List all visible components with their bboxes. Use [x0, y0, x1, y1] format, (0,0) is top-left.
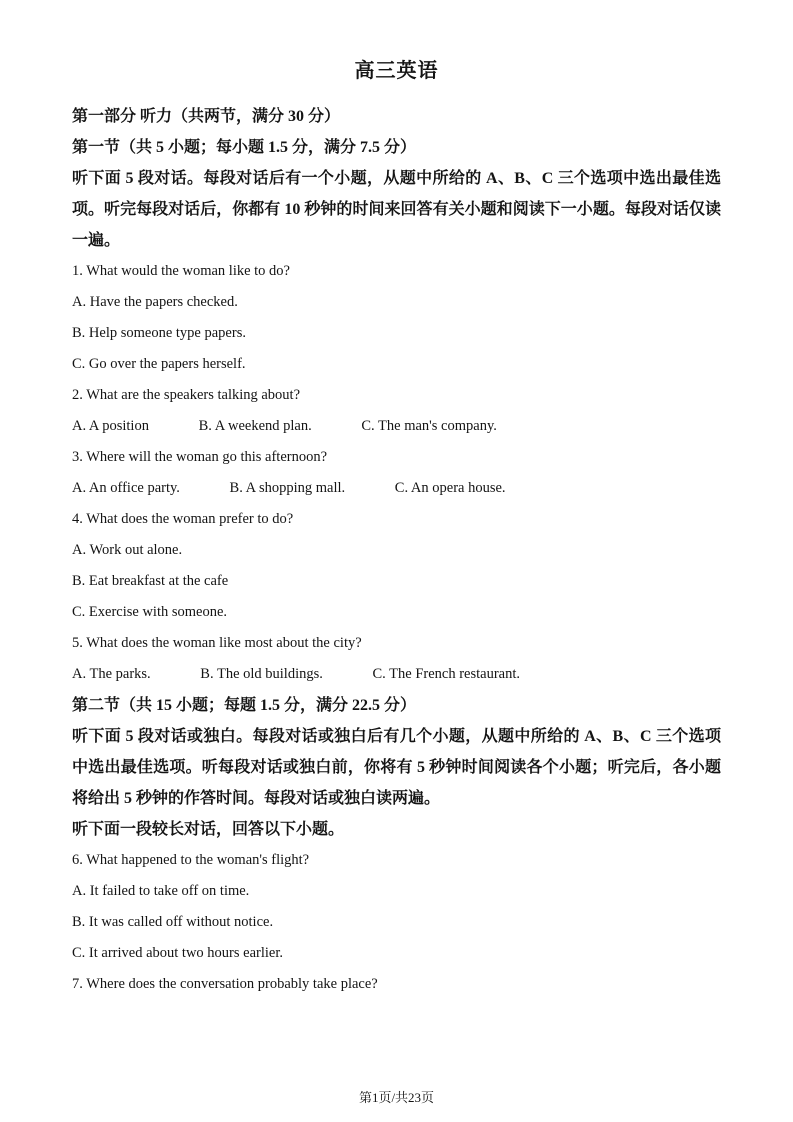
section1-instructions: 听下面 5 段对话。每段对话后有一个小题，从题中所给的 A、B、C 三个选项中选出最佳选项。听完每段对话后，你都有 10 秒钟的时间来回答有关小题和阅读下一小题。每段对话仅读一遍。 [72, 170, 721, 249]
section2-sub-instruction: 听下面一段较长对话，回答以下小题。 [72, 821, 345, 838]
question-text: 3. Where will the woman go this afternoon? [72, 449, 328, 465]
option-a: A. Work out alone. [72, 542, 183, 558]
question-5 [72, 628, 721, 690]
option-c: C. Go over the papers herself. [72, 356, 246, 372]
question-6 [72, 845, 721, 969]
question-2 [72, 380, 721, 442]
option-a: A. A position [72, 418, 149, 434]
option-b: B. It was called off without notice. [72, 914, 274, 930]
option-b: B. Eat breakfast at the cafe [72, 573, 229, 589]
question-1 [72, 256, 721, 380]
option-c: C. The man's company. [361, 418, 497, 434]
section2-heading: 第二节（共 15 小题；每题 1.5 分，满分 22.5 分） [72, 697, 417, 714]
option-a: A. The parks. [72, 666, 151, 682]
option-c: C. Exercise with someone. [72, 604, 228, 620]
question-4 [72, 504, 721, 628]
question-text: 1. What would the woman like to do? [72, 263, 290, 279]
question-7 [72, 969, 721, 1000]
option-a: A. An office party. [72, 480, 180, 496]
option-c: C. The French restaurant. [372, 666, 521, 682]
page-title: 高三英语 [354, 60, 439, 82]
options-row [72, 659, 721, 690]
option-b: B. Help someone type papers. [72, 325, 246, 341]
option-a: A. It failed to take off on time. [72, 883, 250, 899]
options-row [72, 473, 721, 504]
section1-heading: 第一节（共 5 小题；每小题 1.5 分，满分 7.5 分） [72, 139, 417, 156]
option-c: C. An opera house. [394, 480, 506, 496]
option-b: B. The old buildings. [200, 666, 323, 682]
section2-instructions: 听下面 5 段对话或独白。每段对话或独白后有几个小题，从题中所给的 A、B、C 三个选项中选出最佳选项。听每段对话或独白前，你将有 5 秒钟时间阅读各个小题；听完后，各小题将给出 5 秒钟的作答时间。每段对话或独白读两遍。 [72, 728, 721, 807]
question-text: 7. Where does the conversation probably take place? [72, 976, 378, 992]
option-b: B. A shopping mall. [229, 480, 346, 496]
question-text: 6. What happened to the woman's flight? [72, 852, 310, 868]
option-b: B. A weekend plan. [198, 418, 312, 434]
option-c: C. It arrived about two hours earlier. [72, 945, 283, 961]
question-text: 2. What are the speakers talking about? [72, 387, 301, 403]
part1-heading: 第一部分 听力（共两节，满分 30 分） [72, 108, 341, 125]
option-a: A. Have the papers checked. [72, 294, 238, 310]
question-text: 5. What does the woman like most about the city? [72, 635, 362, 651]
page-footer: 第1页/共23页 [358, 1090, 435, 1105]
question-text: 4. What does the woman prefer to do? [72, 511, 294, 527]
options-row [72, 411, 721, 442]
question-3 [72, 442, 721, 504]
